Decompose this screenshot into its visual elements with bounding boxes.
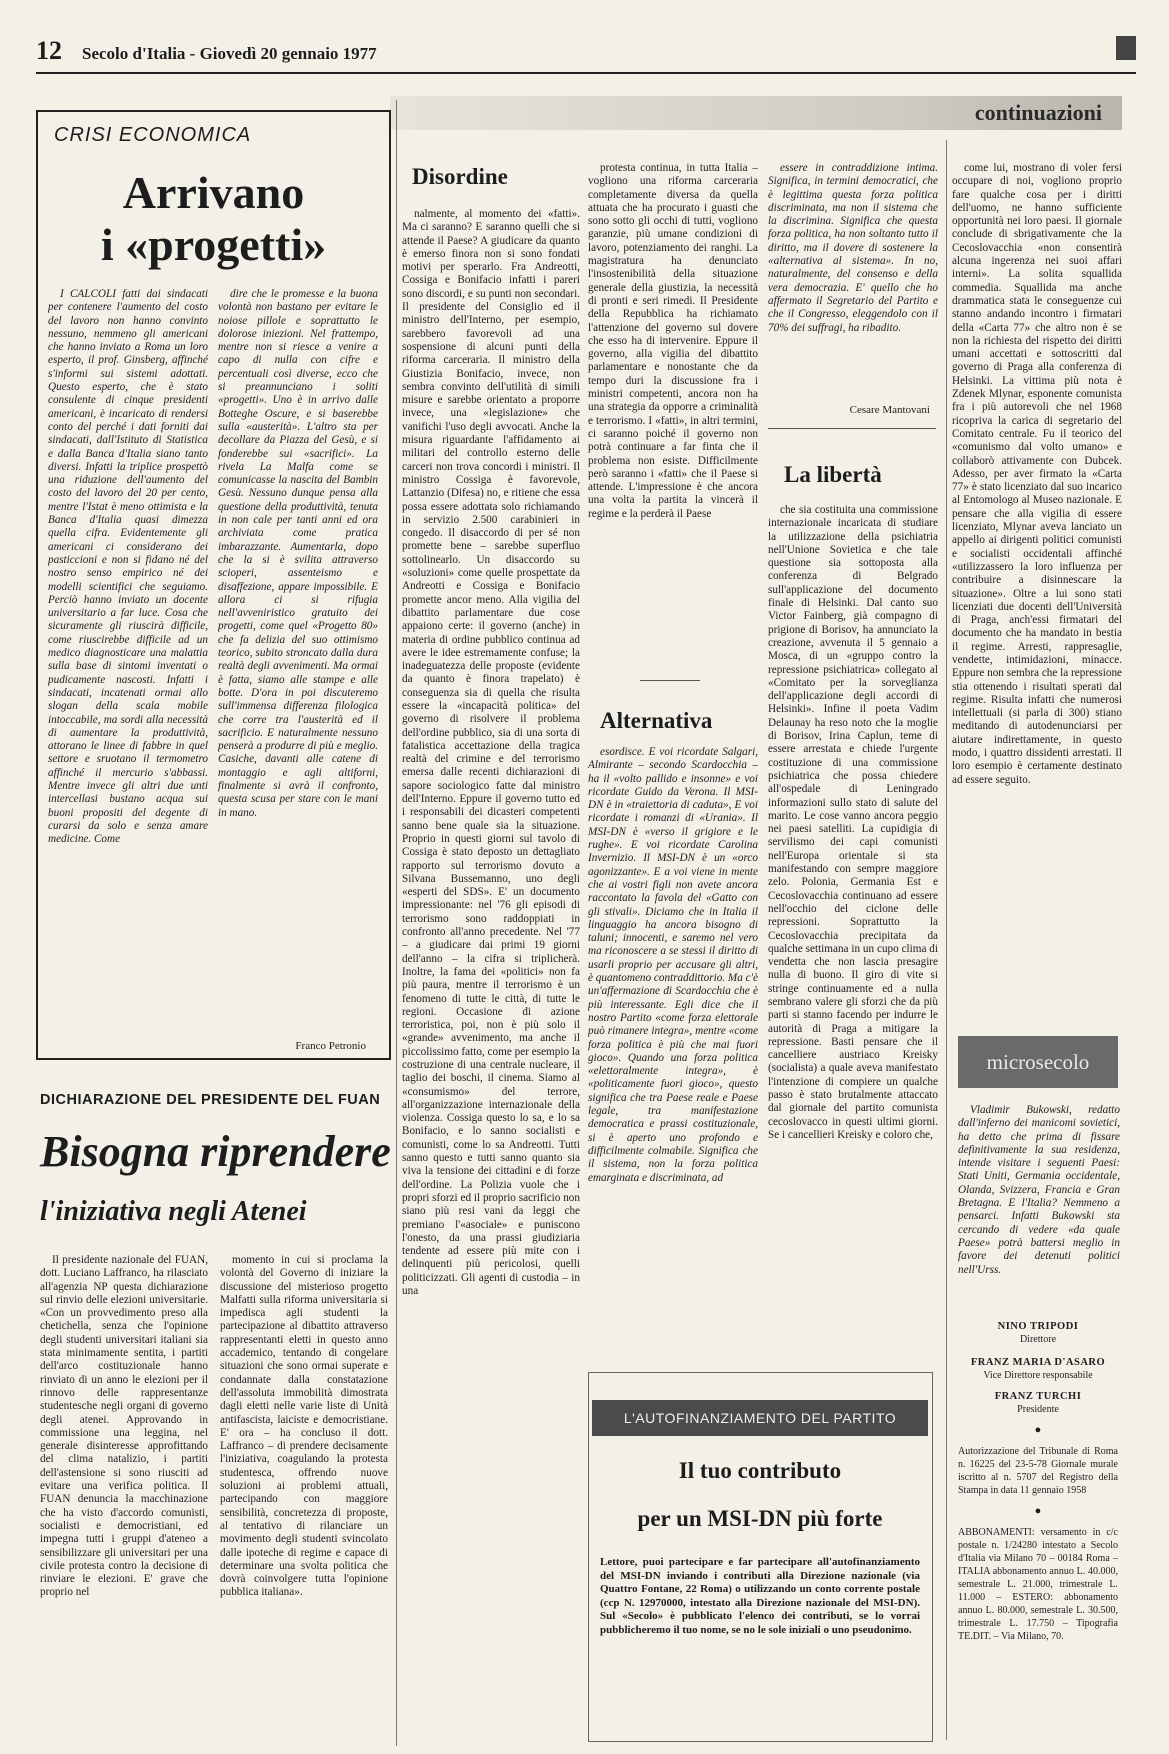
alternativa-title: Alternativa — [600, 708, 713, 733]
staff-subscriptions: ABBONAMENTI: versamento in c/c postale n. 1/24280 intestato a Secolo d'Italia via Milano 70 – 00184 Roma – ITALIA abbonamento annuo L. 40.000, semestrale L. 21.000, trimestrale L. 11.000 – ESTERO: abbonamento annuo L. 80.000, semestrale L. 30.500, trimestrale L. 17.750 – Tipografia TE.DIT. – Via Milano, 70. — [958, 1527, 1118, 1642]
alternativa-author: Cesare Mantovani — [849, 404, 930, 416]
microsecolo-bar — [958, 1036, 1118, 1088]
section-bar — [390, 96, 1122, 130]
disordine-col-1-text: nalmente, al momento dei «fatti». Ma ci saranno? E saranno quelli che si attende il Paese? A giudicare da quanto è emerso finora non si sono fondati motivi per sperarlo. Fra Andreotti, Cossiga e Bonifacio infatti i pareri sono discordi, e su punti non secondari. Il presidente del Consiglio ed il ministro dell'Interno, per esempio, sarebbero favorevoli ad una sospensione di alcuni punti della riforma carceraria. Il ministro della Giustizia Bonifacio, invece, non sembra convinto dell'utilità di simili misure e sarebbe orientato a proporre invece, una «legislazione» che vanifichi l'uso degli avvocati. Anche la misura riguardante l'affidamento ai militari del controllo esterno delle carceri non trova concordi i ministri. Il ministro Cossiga è favorevole, Lattanzio (Difesa) no, e ritiene che essa possa essere adottata solo richiamando in servizio 2.500 carabinieri in congedo. Il disaccordo di per sé non promette bene – sarebbe superfluo sottolinearlo. Un disaccordo su «soluzioni» come quelle prospettate da Andreotti e Cossiga e Bonifacio promette ancor meno. Alla vigilia del dibattito parlamentare due cose appaiono certe: il governo (anche) in materia di ordine pubblico continua ad avere le idee estremamente confuse; la inadeguatezza delle proposte (evidente da quanto è finora trapelato) è conseguenza sia di quella che risulta essere la «incapacità politica» del governo di risolvere il problema dell'ordine pubblico, sia di una sorta di fatalistica accettazione della tragica realtà del crimine e del terrorismo emersa dalle recenti dichiarazioni di sapore sociologico fatte dal ministro dell'Interno. Eppure il governo tutto ed i responsabili dei dicasteri competenti sanno bene quale sia la situazione. Proprio in questi giorni sul tavolo di Cossiga è stato deposto un dettagliato rapporto sul terrorismo dovuto a Silvana Bussemanno, uno degli «esperti del SDS». E' un documento impressionante: nel '76 gli episodi di terrorismo sono raddoppiati in confronto all'anno precedente. Nel '77 – a giudicare dai primi 19 giorni dell'anno – la cifra si triplicherà. Inoltre, la fama dei «politici» non fa più paura, mentre il terrorismo è un fenomeno di tutte le città, di tutte le regioni. Occasione di azione terroristica, poi, non è più solo il «grande» avvenimento, ma anche il piccolissimo fatto, come per esempio la costruzione di una centrale nucleare, il taglio dei boschi, il cinema. Siamo al «consumismo» del terrore, all'organizzazione internazionale della violenza. Cossiga questo lo sa, e lo sa Bonifacio, e lo sanno socialisti e comunisti, come lo sa Andreotti. Tutti sanno questo e tutti sanno quanto sia viva la tensione dei cittadini e di forze dell'ordine. La Polizia vuole che i propri sforzi ed il proprio sacrificio non siano più resi vani da leggi che premiano l'«asociale» e puniscono l'onesto, da una prassi giudiziaria tendente ad essere più mite con i delinquenti più pericolosi, quelli politicizzati. Gli agenti di custodia – in una — [402, 208, 580, 1298]
alternativa-col-2 — [768, 162, 938, 394]
corner-mark-icon — [1116, 36, 1136, 60]
microsecolo-label: microsecolo — [986, 1049, 1090, 1074]
microsecolo-text: Vladimir Bukowski, redatto dall'inferno dei manicomi sovietici, ha detto che prima di fissare definitivamente la sua residenza, intende visitare i seguenti Paesi: Stati Uniti, Germania occidentale, Olanda, Svizzera, Francia e Gran Bretagna. E l'Italia? Nemmeno a pensarci. Infatti Bukowski sta cercando di vedere «da quale Paese» potrà battersi meglio in favore dei detenuti politici nell'Urss. — [958, 1104, 1120, 1276]
masthead-info: Secolo d'Italia - Giovedì 20 gennaio 1977 — [82, 44, 377, 63]
crisi-col-1-text: I CALCOLI fatti dai sindacati per contenere l'aumento del costo del lavoro non hanno convinto nessuno, nemmeno gli americani che hanno inviato a Roma un loro esperto, il prof. Ginsberg, affinché s'informi sui sistemi adottati. Questo esperto, che è stato consulente di cinque presidenti americani, è incaricato di rendersi conto del perché i dati forniti dai sindacati, dall'Istituto di Statistica e dalla Banca d'Italia siano tanto diversi. Infatti la triplice prospettò una riduzione dell'aumento del costo del lavoro del 20 per cento, mentre l'Istat è meno ottimista e la Banca d'Italia quasi dimezza quella cifra. Evidentemente gli americani ci considerano dei pasticcioni e non si fidano né del nostro senso empirico né dei modelli scientifici che seguiamo. Perciò hanno inviato un docente universitario a far luce. Cosa che sicuramente gli riuscirà difficile, come riuscirebbe difficile ad un medico diagnosticare una malattia sulla base di sintomi inventati o pudicamente nascosti. Infatti i sindacati, incatenati ormai allo slogan della scala mobile intoccabile, ma sordi alla necessità di aumentare la produttività, attorano le linee di fabbre in quel settore e sruotano il termometro affinché il mercurio s'abbassi. Mentre invece gli altri due unti intercellasi bustano acqua sui buoni propositi del degente di curarsi da solo e senza amare medicine. Come — [48, 288, 208, 846]
fuan-col-1 — [40, 1254, 208, 1746]
crisi-author: Franco Petronio — [295, 1040, 366, 1052]
liberta-col-right-text: come lui, mostrano di voler fersi occupare di noi, vogliono proprio fare qualche cosa per i diritti dell'uomo, ne hanno sufficiente opportunità nei loro paesi. Il giornale conclude di sbrigativamente che la Cecoslovacchia «non consentirà alcuna ingerenza nei suoi affari interni». La solita squallida commedia. Squallida ma anche drammatica stata le conseguenze cui stanno andando incontro i firmatari della «Carta 77» che altro non è se non la richiesta del rispetto dei diritti umani accettati e sottoscritti dal governo di Praga alla conferenza di Helsinki. La vittima più nota è Zdenek Mlynar, esponente comunista fra i più autorevoli che nel 1968 ricopriva la carica di segretario del Comitato centrale. Fu il teorico del «comunismo dal volto umano» e collaborò attivamente con Dubcek. Adesso, per aver firmato la «Carta 77» è stato licenziato dal suo incarico al Entomologo al Museo nazionale. E pensare che alla vigilia di essere licenziato, Mlynar aveva lanciato un appello ai dirigenti politici comunisti e socialisti occidentali affinché «utilizzassero la loro influenza per contribuire a disinnescare la situazione». Oltre a lui sono stati licenziati due docenti dell'Università di Praga, anch'essi firmatari del documento che ha mandato in bestia il regime. Arresti, rappresaglie, vendette, intimidazioni, minacce. Eppure non sembra che la repressione stia ottenendo i risultati sperati dal regime. Risulta infatti che numerosi intellettuali (si parla di 300) stiano meditando di autodenunciarsi per aiutare indirettamente, in questo modo, i quattro dissidenti arrestati. Il loro esempio è certamente destinato ad essere seguito. — [952, 162, 1122, 786]
fuan-col-2-text: momento in cui si proclama la volontà del Governo di iniziare la discussione del misterioso progetto Malfatti sulla riforma universitaria si impedisca agli studenti la partecipazione al dibattito attraverso rappresentanti eletti in questo anno accademico, tentando di congelare situazioni che sono ormai superate e condannate dalla constatazione dell'assoluta immobilità dimostrata dagli eletti nelle varie liste di Unità antifascista, laiciste e democristiane. E' ora – ha concluso il dott. Laffranco – di prendere decisamente l'iniziativa, coagulando la protesta studentesca, offrendo nuove soluzioni ai problemi attuali, partecipando con maggiore sensibilità, concretezza di proposte, al tentativo di rilanciare un movimento degli studenti svincolato dalle ipoteche di regime e capace di determinare una svolta politica che dovrà coinvolgere tutta l'opinione pubblica italiana». — [220, 1254, 388, 1599]
staff-name-3: FRANZ TURCHI — [994, 1391, 1082, 1402]
disordine-col-1 — [402, 208, 580, 1748]
staff-name-1: NINO TRIPODI — [997, 1321, 1079, 1332]
staff-role-3: Presidente — [1017, 1404, 1059, 1415]
ad-banner-text: L'AUTOFINANZIAMENTO DEL PARTITO — [623, 1410, 897, 1426]
staff-registration: Autorizzazione del Tribunale di Roma n. 16225 del 23-5-78 Giornale murale iscritto al n. 5707 del Registro della Stampa in data 11 gennaio 1958 — [958, 1446, 1118, 1496]
divider-rule-2 — [768, 428, 936, 429]
microsecolo-col — [958, 1104, 1120, 1304]
staff-name-2: FRANZ MARIA D'ASARO — [970, 1357, 1106, 1368]
staff-role-2: Vice Direttore responsabile — [983, 1370, 1093, 1381]
crisi-title-1: Arrivano — [122, 167, 305, 218]
alternativa-col-1 — [588, 746, 758, 1354]
masthead — [36, 34, 1136, 74]
crisi-kicker: CRISI ECONOMICA — [54, 124, 252, 146]
staff-box — [958, 1320, 1118, 1643]
liberta-col-text: che sia costituita una commissione internazionale incaricata di studiare la utilizzazione della psichiatria nell'Unione Sovietica e che tale questione sia sottoposta alla conferenza di Belgrado sull'applicazione del documento finale di Helsinki. Dal canto suo Victor Fainberg, già compagno di prigione di Borisov, ha annunciato la creazione, avvenuta il 5 gennaio a Mosca, di un «gruppo contro la repressione psichiatrica» collegato al «Comitato per la sorveglianza dell'applicazione degli accordi di Helsinki». Infine il poeta Vadim Delaunay ha reso noto che la moglie di Borisov, Irina Caplun, teme di essere arrestata e chiede l'urgente costituzione di una commissione psichiatrica che possa chiedere all'ospedale di Leningrado informazioni sullo stato di salute del marito. Le cose vanno ancora peggio nei paesi satelliti. La cupidigia di servilismo dei capi comunisti nell'Europa orientale si sta manifestando con sempre maggiore zelo. Polonia, Germania Est e Cecoslovacchia continuano ad essere nell'occhio del ciclone delle repressioni. Soprattutto la Cecoslovacchia precipitata da qualche settimana in un cupo clima di vendetta che non lascia presagire nulla di buono. Il giro di vite si stringe continuamente ed a nulla sembrano valere gli sforzi che da più parti si stanno facendo per indurre le autorità di Praga a mitigare la repressione. Basti pensare che il cancelliere austriaco Kreisky (socialista) a quale aveva manifestato l'intenzione di compiere un qualche passo è stato brutalmente attaccato dal giornale del partito comunista cecoslovacco in questi ultimi giorni. Se i cancellieri Kreisky e coloro che, — [768, 504, 938, 1141]
alternativa-col-2-text: essere in contraddizione intima. Significa, in termini democratici, che è legittima questa forza politica discriminata, ma non il sistema che la discrimina. Significa che questa forza politica, ha non soltanto tutto il diritto, ma il dovere di sostenere la «alternativa al sistema». In no, naturalmente, del consenso e della vera democrazia. E' quello che ho affermato il Segretario del Partito e che il Congresso, eleggendolo con il 70% dei suffragi, ha ribadito. — [768, 162, 938, 334]
crisi-title-2: i «progetti» — [100, 219, 327, 270]
fuan-col-2 — [220, 1254, 388, 1746]
page-number: 12 — [36, 36, 62, 65]
bullet-icon-2: ● — [1034, 1505, 1042, 1517]
ad-body: Lettore, puoi partecipare e far partecipare all'autofinanziamento del MSI-DN inviando i contributi alla Direzione nazionale (via Quattro Fontane, 22 Roma) o utilizzando un conto corrente postale (ccp N. 12970000, intestato alla Direzione nazionale del MSI-DN). Sul «Secolo» è pubblicato l'elenco dei contributi, se lo vorrai pubblicheremo il tuo nome, se no le sole iniziali o uno pseudonimo. — [600, 1556, 920, 1636]
divider-rule — [640, 680, 700, 681]
fuan-title: Bisogna riprendere — [40, 1127, 391, 1176]
liberta-title: La libertà — [784, 462, 882, 487]
disordine-col-2-text: protesta continua, in tutta Italia – vogliono una riforma carceraria completamente diversa da quella attuata che ha procurato i guasti che sono sotto gli occhi di tutti, vogliono garanzie, più umane condizioni di lavoro, potenziamento dei ranghi. La magistratura ha denunciato l'insostenibilità della situazione generale della giustizia, la necessità di pronti e seri rimedi. Il Presidente della Repubblica ha richiamato l'attenzione del governo sul dovere che esso ha di intervenire. Eppure il governo, alla vigilia del dibattito parlamentare e nonostante che da tempo duri la discussione fra i ministri competenti, ancora non ha una strategia da opporre a criminalità e terrorismo. I «fatti», in altri termini, ci saranno poiché il governo non potrà continuare a far finta che il problema non esiste. Difficilmente però saranno i «fatti» che il Paese si attende. L'impressione è che ancora una volta la partita la vincerà il regime e la perderà il Paese — [588, 162, 758, 520]
ad-line-2: per un MSI-DN più forte — [637, 1506, 883, 1531]
crisi-col-2 — [218, 288, 378, 1028]
crisi-col-1 — [48, 288, 208, 1048]
column-rule — [396, 100, 397, 1746]
liberta-col-right — [952, 162, 1122, 1020]
disordine-col-2 — [588, 162, 758, 650]
ad-banner — [592, 1400, 928, 1436]
bullet-icon: ● — [1034, 1424, 1042, 1436]
crisi-col-2-text: dire che le promesse e la buona volontà non bastano per evitare le noiose pillole e soprattutto le dolorose iniezioni. Nel frattempo, mentre non si riesce a venire a capo di nulla con cifre e percentuali così diverse, ecco che si preannunciano i soliti «progetti». Uno è in arrivo dalle Botteghe Oscure, e si baserebbe sulla «austerità». L'altro sta per decollare da Piazza del Gesù, e si fonderebbe sui «sacrifici». La rivela La Malfa come se comunicasse la nascita del Bambin Gesù. Nessuno dunque pensa alla questione della produttività, tenuta in non cale per tanti anni ed ora archiviata come pratica imbarazzante. Aumentarla, dopo che la si è svilita attraverso scioperi, assenteismo e disaffezione, appare impossibile. E allora ci si rifugia nell'avveniristico gratuito dei progetti, come quel «Progetto 80» che fa delizia del suo ottimismo teorico, subito stroncato dalla dura realtà degli avvenimenti. Ma ormai è fatta, siamo alle stampe e alle botte. D'ora in poi discuteremo sull'immensa differenza filologica che corre tra l'austerità ed il sacrificio. E naturalmente nessuno penserà a produrre di più e meglio. Casiche, davanti alle catene di montaggio e agli altiforni, finalmente si avrà il confronto, questa scusa per stare con le mani in mano. — [218, 288, 378, 819]
disordine-title: Disordine — [412, 164, 508, 189]
ad-line-1: Il tuo contributo — [678, 1458, 842, 1483]
fuan-col-1-text: Il presidente nazionale del FUAN, dott. Luciano Laffranco, ha rilasciato all'agenzia NP questa dichiarazione sul rinvio delle elezioni universitarie. «Con un provvedimento preso alla chetichella, senza che l'opinione degli studenti universitari italiani sia stata minimamente sentita, i partiti dell'arco costituzionale hanno rinviato di un anno le elezioni per il rinnovo delle rappresentanze studentesche negli organi di governo degli atenei. Approvando in commissione una leggina, nel generale disinteresse approfittando del clima natalizio, i partiti dell'astensione si sono riusciti ad evitare una verifica politica. Il FUAN denuncia la macchinazione che ha visto d'accordo comunisti, socialisti e democristiani, ed impegna tutti i gruppi d'ateneo a sensibilizzare gli universitari per una civile protesta contro la decisione di rinviare le elezioni. E' grave che proprio nel — [40, 1254, 208, 1599]
fuan-subtitle: l'iniziativa negli Atenei — [40, 1196, 307, 1227]
column-rule — [946, 140, 947, 1740]
fuan-kicker: DICHIARAZIONE DEL PRESIDENTE DEL FUAN — [40, 1092, 381, 1108]
alternativa-col-1-text: esordisce. E voi ricordate Salgari, Almirante – secondo Scardocchia – ha il «volto pallido e insonne» e voi ricordate Guido da Verona. Il MSI-DN è in «traiettoria di caduta», E voi ricordate i romanzi di «Urania». Il MSI-DN è «verso il grigiore e le rughe». E voi ricordate Carolina Invernizio. Il MSI-DN è un «orco agonizzante». E a voi viene in mente che ai vostri figli non avete ancora raccontato la favola del «Gatto con gli stivali». Diciamo che in Italia il linguaggio ha ancora bisogno di taluni; innocenti, e saremo nel vero ma riconoscere a se stessi il diritto di usarli proprio per accusare gli altri, è quantomeno contraddittorio. Ma c'è un'affermazione di Scardocchia che è più interessante. Egli dice che il nostro Partito «come forza elettorale può rimanere integra», mentre «come forza politica è più che mai fuori gioco». Quando una forza politica «elettoralmente integra», è «politicamente fuori gioco», questo significa che tra Paese reale e Paese legale, tra manifestazione democratica e prassi costituzionale, si è aperto uno profondo e difficilmente colmabile. Significa che il sistema, non la forza politica emarginata e discriminata, ad — [588, 746, 758, 1184]
staff-role-1: Direttore — [1019, 1334, 1057, 1345]
section-title: continuazioni — [974, 100, 1102, 125]
liberta-col — [768, 504, 938, 1356]
